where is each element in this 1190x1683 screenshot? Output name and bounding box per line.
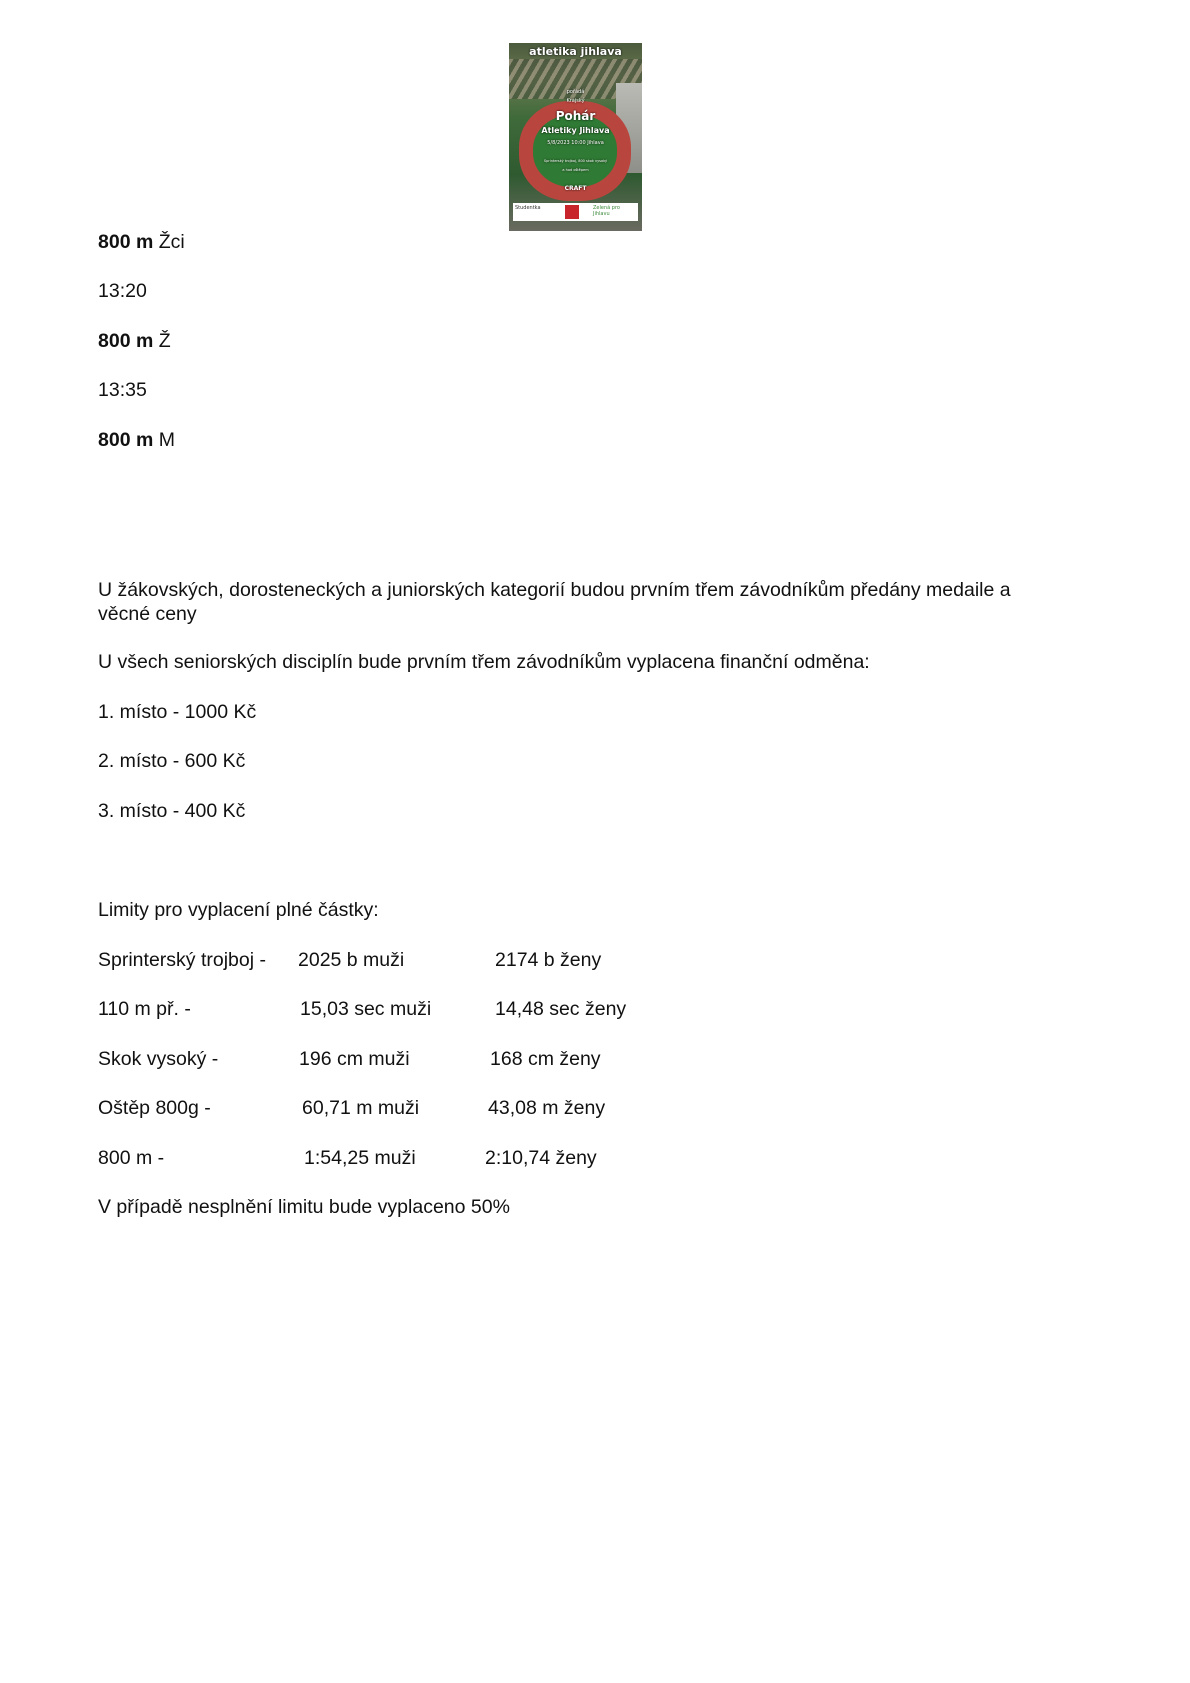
limit-discipline: Skok vysoký - — [98, 1048, 219, 1070]
event-distance: 800 m — [98, 231, 154, 253]
place-2: 2. místo - 600 Kč — [98, 750, 246, 772]
event-distance: 800 m — [98, 429, 154, 451]
event-category: Žci — [158, 231, 185, 253]
limit-women: 168 cm ženy — [490, 1048, 601, 1070]
schedule-time-1: 13:20 — [98, 280, 147, 302]
limit-women: 43,08 m ženy — [488, 1097, 606, 1119]
poster-sponsor-main: CRAFT — [564, 185, 587, 192]
schedule-item-3 — [98, 428, 175, 452]
event-category: Ž — [158, 330, 171, 352]
event-category: M — [158, 429, 175, 451]
schedule-item-2 — [98, 329, 171, 353]
poster-sponsor1: Studentka — [515, 205, 541, 211]
limits-title: Limity pro vyplacení plné částky: — [98, 899, 379, 921]
limit-discipline: Sprinterský trojboj - — [98, 949, 266, 971]
event-poster — [509, 43, 642, 231]
schedule-item-1 — [98, 230, 185, 254]
event-distance: 800 m — [98, 330, 154, 352]
poster-sponsor-strip — [513, 203, 638, 221]
limit-women: 14,48 sec ženy — [495, 998, 627, 1020]
poster-disciplines2: a hod oštěpem — [562, 168, 589, 172]
limit-women: 2174 b ženy — [495, 949, 602, 971]
poster-disciplines: Sprinterský trojboj, 800 skok vysoký — [543, 159, 608, 163]
poster-title1: Pohár — [555, 109, 596, 123]
poster-sponsor-red-logo — [565, 205, 579, 219]
place-3: 3. místo - 400 Kč — [98, 800, 246, 822]
place-1: 1. místo - 1000 Kč — [98, 701, 257, 723]
limit-discipline: Oštěp 800g - — [98, 1097, 211, 1119]
limit-discipline: 110 m př. - — [98, 998, 191, 1020]
senior-prizes-text: U všech seniorských disciplín bude prvním třem závodníkům vyplacena finanční odměna: — [98, 651, 870, 673]
limit-men: 60,71 m muži — [302, 1097, 420, 1119]
limit-women: 2:10,74 ženy — [485, 1147, 597, 1169]
limit-men: 1:54,25 muži — [304, 1147, 416, 1169]
schedule-time-2: 13:35 — [98, 379, 147, 401]
limit-note: V případě nesplnění limitu bude vyplaceno 50% — [98, 1196, 510, 1218]
limit-men: 196 cm muži — [299, 1048, 410, 1070]
poster-line1: pořádá — [566, 89, 585, 95]
poster-sponsor2: Zelená pro Jihlavu — [593, 205, 620, 217]
limit-discipline: 800 m - — [98, 1147, 165, 1169]
poster-brand: atletika jihlava — [529, 45, 622, 58]
poster-title2: Atletiky Jihlava — [541, 126, 610, 135]
youth-prizes-text: U žákovských, dorosteneckých a juniorských kategorií budou prvním třem závodníkům předány medaile a věcné ceny — [98, 579, 1011, 625]
poster-date: 5/8/2023 10:00 Jihlava — [547, 140, 604, 146]
poster-line2: Krajský — [566, 98, 585, 104]
limit-men: 2025 b muži — [298, 949, 405, 971]
limit-men: 15,03 sec muži — [300, 998, 432, 1020]
